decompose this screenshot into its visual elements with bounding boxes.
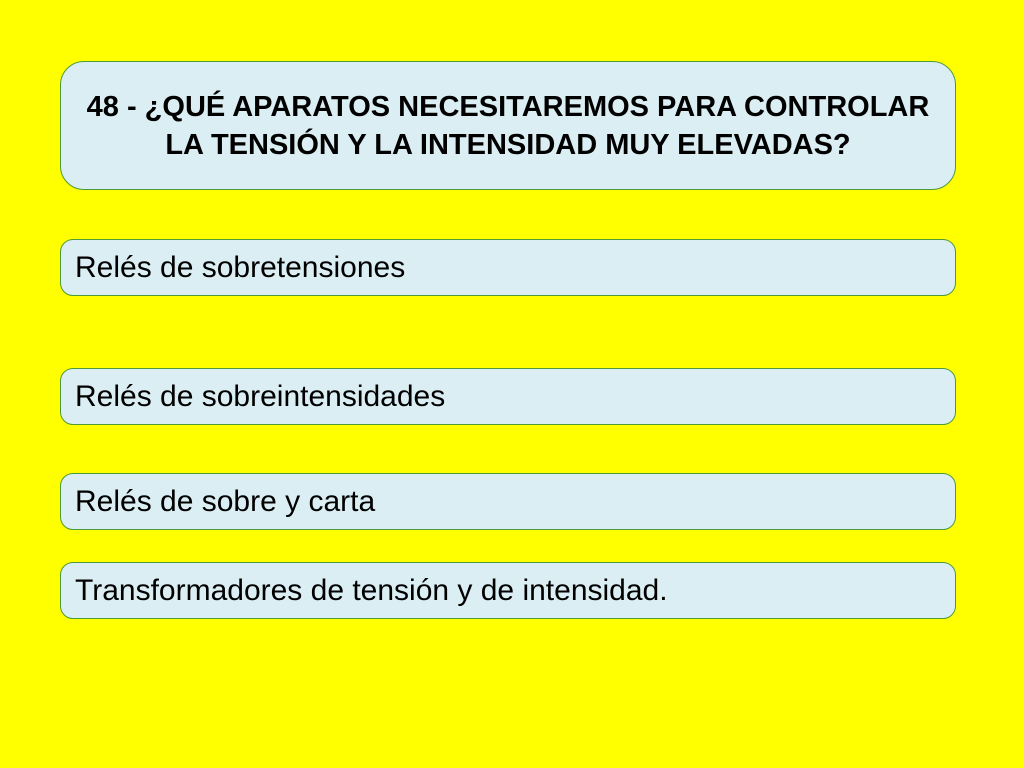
question-text: 48 - ¿QUÉ APARATOS NECESITAREMOS PARA CONTROLAR LA TENSIÓN Y LA INTENSIDAD MUY ELEVADAS? [86, 90, 930, 161]
answer-option-label: Relés de sobretensiones [75, 250, 406, 284]
answer-option-4[interactable] [60, 562, 956, 619]
answer-option-1[interactable] [60, 239, 956, 296]
answer-option-label: Relés de sobreintensidades [75, 379, 446, 413]
answer-option-3[interactable] [60, 473, 956, 530]
answer-option-label: Transformadores de tensión y de intensidad. [75, 573, 668, 607]
answer-option-2[interactable] [60, 368, 956, 425]
question-box [60, 61, 956, 190]
answer-option-label: Relés de sobre y carta [75, 484, 376, 518]
